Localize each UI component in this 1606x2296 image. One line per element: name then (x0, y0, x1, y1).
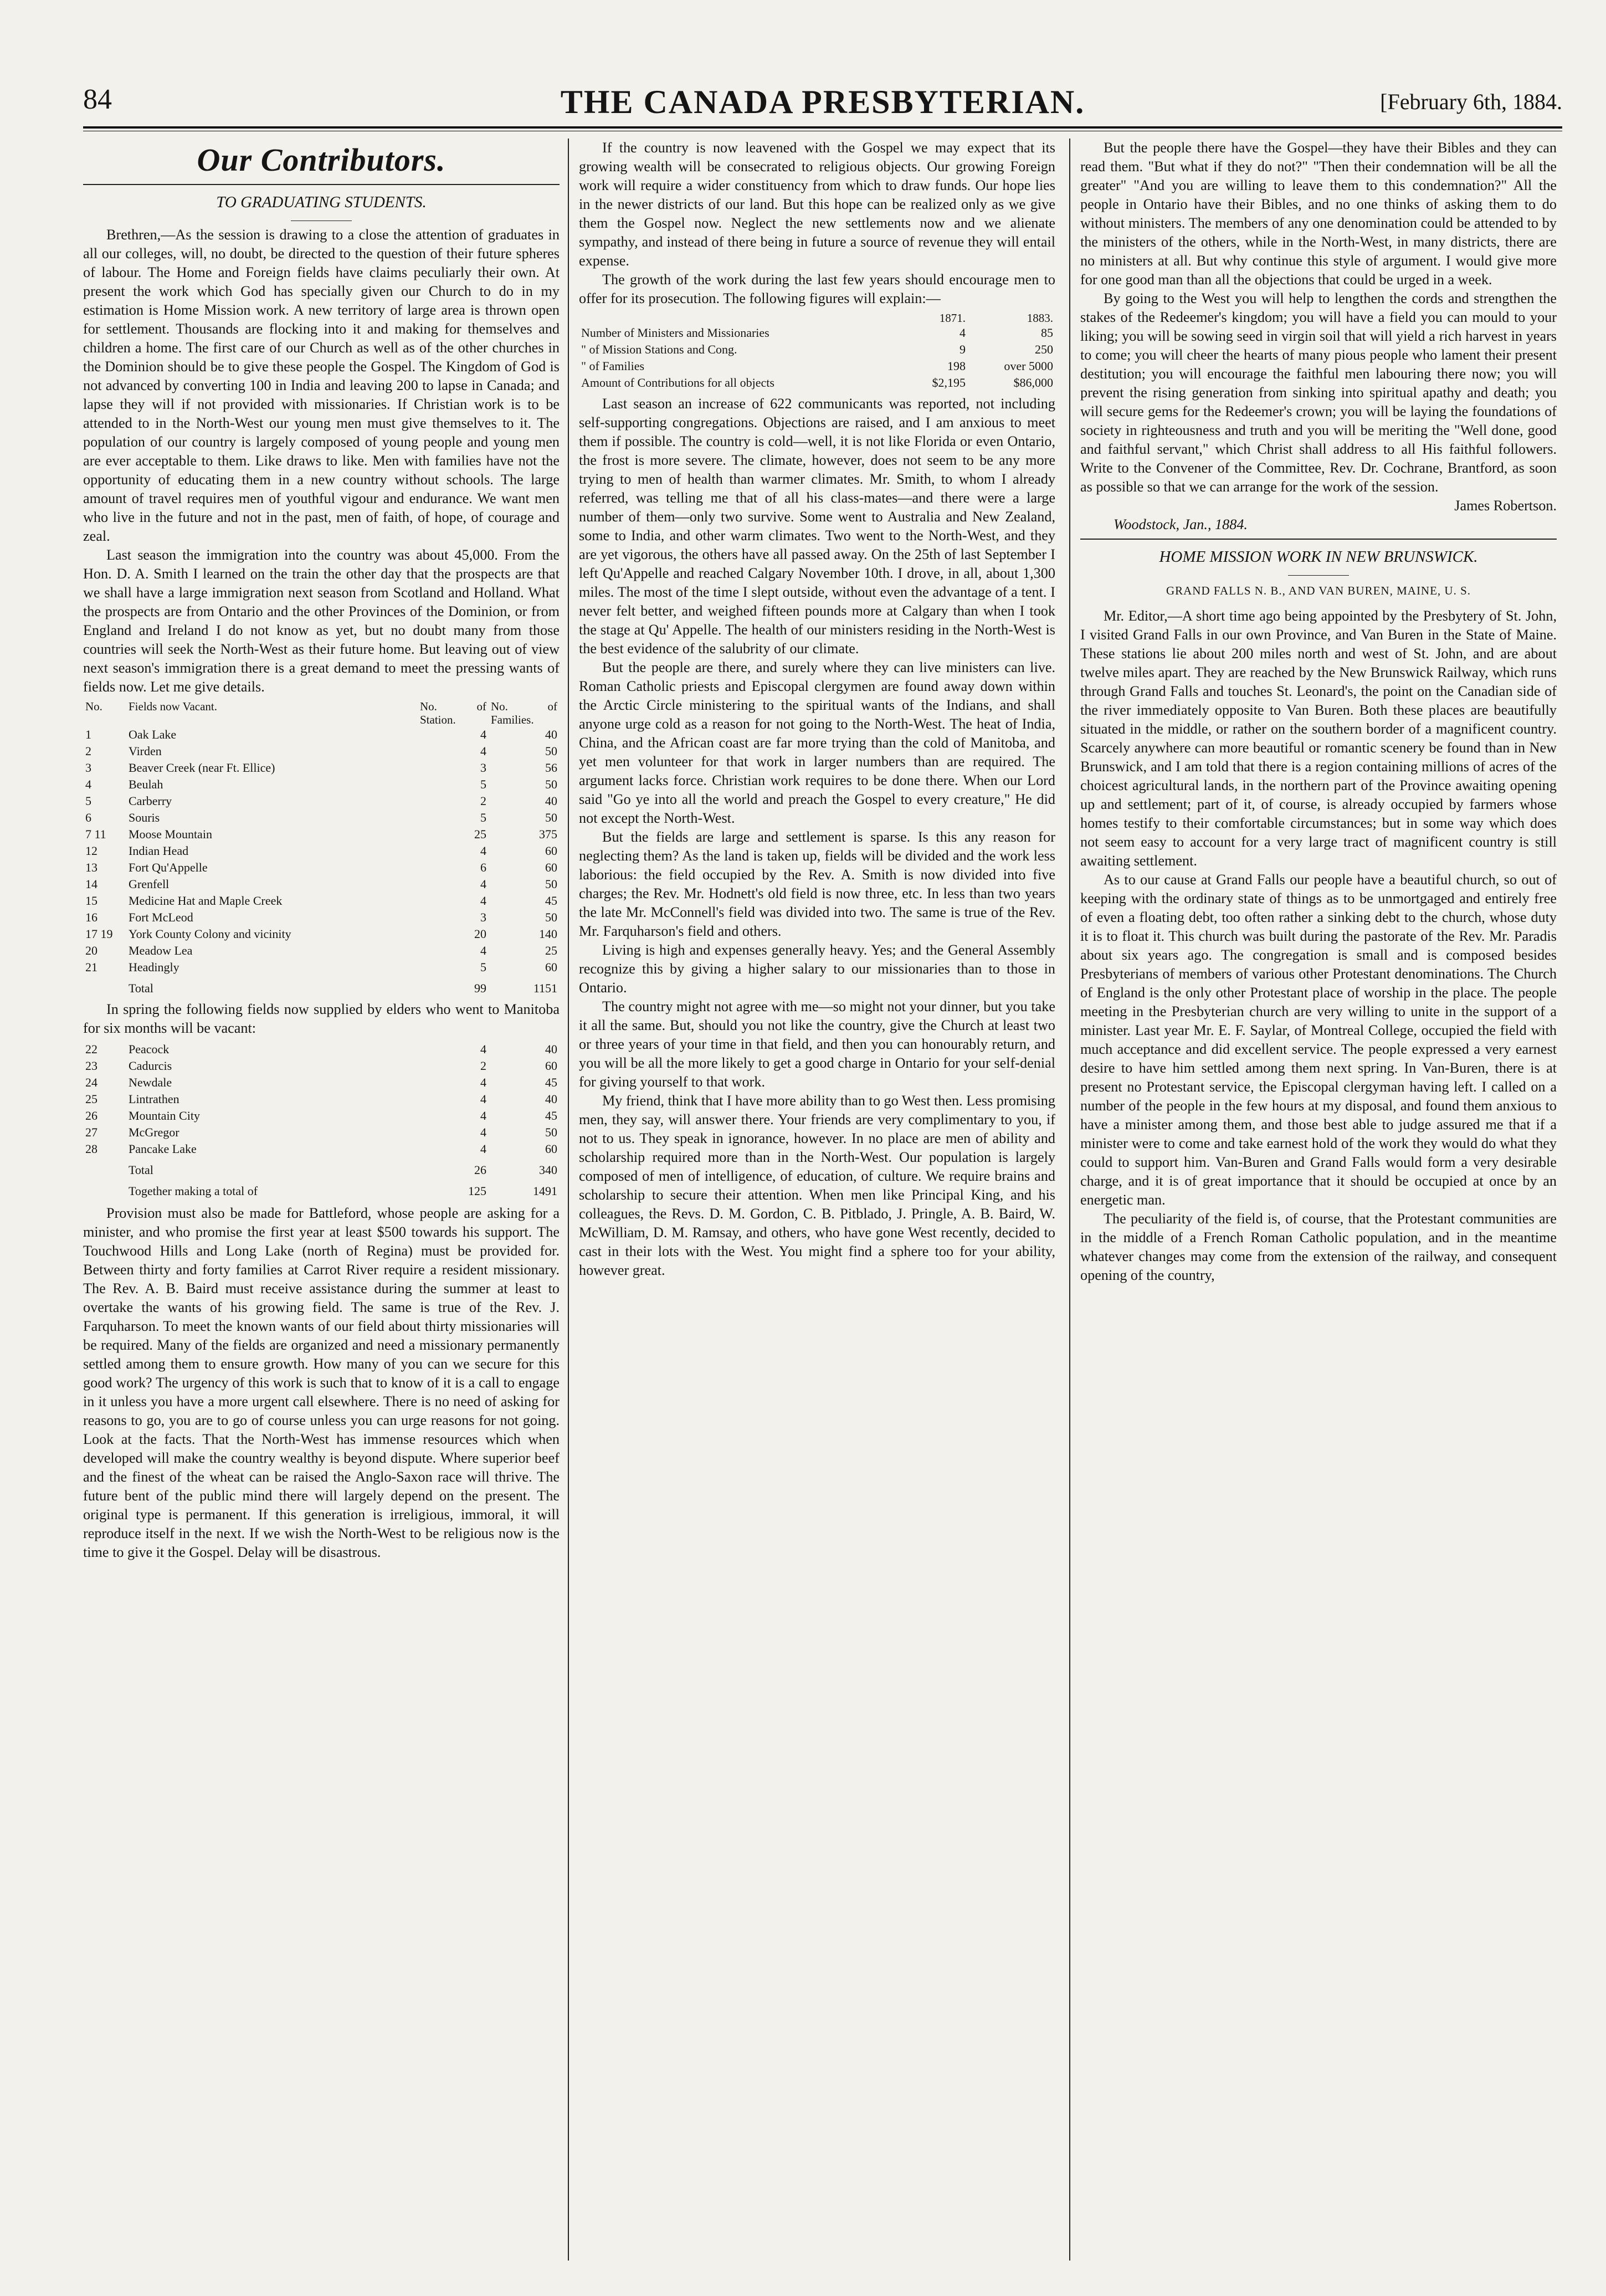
stats-1883: 85 (1041, 326, 1053, 340)
paragraph: Brethren,—As the session is drawing to a close the attention of graduates in all our colleges, will, no doubt, be directed to the question of their future spheres of labour. The Home and Foreign fields have claims peculiarly their own. At present the work which God has specially given our Church to do in my estimation is Home Mission work. A new territory of large area is thrown open for settlement. Thousands are flocking into it and making for themselves and children a home. The first care of our Church as well as of the other churches in the Dominion should be to give these people the Gospel. The Kingdom of God is not advanced by converting 100 in India and leaving 200 to lapse in Canada; and lapse they will if not provided with missionaries. If Christian work is to be attended to in the North-West our young men must give themselves to it. The population of our country is largely composed of young people and young men are ever acceptable to them. Like draws to like. Men with families have not the opportunity of educating them in a new country without schools. The large amount of travel requires men of youthful vigour and endurance. We want men who live in the future and not in the past, men of faith, of hope, of courage and zeal. (83, 227, 560, 544)
stats-label: " of Mission Stations and Cong. (581, 342, 737, 356)
place-date: Woodstock, Jan., 1884. (1114, 516, 1248, 532)
paragraph: The growth of the work during the last few years should encourage men to offer for its prosecution. The following figures will explain:— (579, 271, 1055, 306)
field-families: 50 (545, 777, 557, 791)
stats-label: " of Families (581, 359, 645, 373)
field-families: 50 (545, 877, 557, 891)
field-no: 22 (85, 1042, 98, 1056)
stats-1871: 4 (960, 326, 966, 340)
field-no: 14 (85, 877, 98, 891)
field-families: 40 (545, 727, 557, 741)
field-families: 60 (545, 844, 557, 858)
total-families: 340 (539, 1163, 557, 1177)
field-name: Virden (129, 744, 162, 758)
field-no: 2 (85, 744, 91, 758)
field-name: Peacock (129, 1042, 170, 1056)
column-2 (579, 139, 1055, 1280)
column-divider (568, 139, 569, 2261)
field-no: 13 (85, 860, 98, 874)
stats-year-1883: 1883. (1027, 311, 1053, 325)
paragraph: Last season an increase of 622 communicants was reported, not including self-supporting congregations. Objections are raised, and I am anxious to meet them if possible. The country is cold—well, it is not like Florida or even Ontario, the frost is more severe. The climate, however, does not seem to be any more trying to men of health than warmer climates. Mr. Smith, to whom I already referred, was telling me that of all his class-mates—and there were a large number of them—only two survive. Some went to Australia and New Zealand, some to India, and other warm climates. Two went to the North-West, and they are yet vigorous, the others have all passed away. On the 25th of last September I left Qu'Appelle and reached Calgary November 10th. I drove, in all, about 1,300 miles. The most of the time I slept outside, without even the advantage of a tent. I never felt better, and weighed fifteen pounds more at Calgary than when I took the stage at Qu' Appelle. The health of our ministers residing in the North-West is the best evidence of the salubrity of our climate. (579, 396, 1055, 657)
divider (1080, 539, 1557, 540)
field-name: Pancake Lake (129, 1142, 197, 1156)
field-no: 3 (85, 761, 91, 775)
paragraph: If the country is now leavened with the Gospel we may expect that its growing wealth will be consecrated to religious objects. Our growing Foreign work will require a wider constituency from which to draw funds. Our hope lies in the newer districts of our land. But this hope can be realized only as we give them the Gospel now. Neglect the new settlements now and we alienate sympathy, and instead of there being in future a source of revenue they will entail expense. (579, 140, 1055, 269)
field-no: 7 11 (85, 827, 106, 841)
field-row (83, 876, 560, 893)
stats-1871: $2,195 (932, 376, 966, 390)
paragraph: The peculiarity of the field is, of course, that the Protestant communities are in the middle of a French Roman Catholic population, and in the meantime whatever changes may come from the extension of the railway, and consequent opening of the country, (1080, 1211, 1557, 1283)
total-stations: 99 (474, 981, 486, 995)
field-families: 45 (545, 1109, 557, 1123)
elder-field-row (83, 1124, 560, 1141)
field-name: Beulah (129, 777, 163, 791)
field-families: 40 (545, 1042, 557, 1056)
field-families: 56 (545, 761, 557, 775)
total-label: Total (129, 981, 153, 995)
field-no: 23 (85, 1059, 98, 1073)
total-label: Total (129, 1163, 153, 1177)
field-stations: 25 (474, 827, 486, 841)
stats-row (579, 375, 1055, 391)
field-name: Medicine Hat and Maple Creek (129, 894, 283, 908)
col-stations: No. of Station. (420, 700, 486, 726)
field-families: 50 (545, 1125, 557, 1139)
stats-row (579, 358, 1055, 375)
field-no: 26 (85, 1109, 98, 1123)
elder-total-row (83, 1157, 560, 1178)
field-name: Headingly (129, 960, 179, 974)
field-stations: 6 (480, 860, 486, 874)
field-stations: 4 (480, 1125, 486, 1139)
grand-total-families: 1491 (533, 1184, 557, 1198)
field-families: 60 (545, 860, 557, 874)
elder-fields-table (83, 1041, 560, 1200)
field-stations: 5 (480, 960, 486, 974)
divider (83, 184, 560, 185)
field-families: 60 (545, 1059, 557, 1073)
col-no: No. (85, 700, 102, 713)
field-name: Cadurcis (129, 1059, 172, 1073)
field-no: 4 (85, 777, 91, 791)
paragraph: But the people are there, and surely where they can live ministers can live. Roman Catholic priests and Episcopal clergymen are found away down within the Arctic Circle ministering to the spiritual wants of the Indians, and shall anyone urge cold as a reason for not going to the North-West. The heat of India, China, and the African coast are far more trying than the cold of Manitoba, and yet men volunteer for that work in larger numbers than are required. The argument lacks force. Christian work requires to be done there. When our Lord said "Go ye into all the world and preach the Gospel to every creature," He did not except the North-West. (579, 659, 1055, 826)
stats-1883: 250 (1035, 342, 1053, 356)
elder-field-row (83, 1041, 560, 1058)
elder-field-row (83, 1091, 560, 1108)
field-no: 16 (85, 910, 98, 924)
field-no: 6 (85, 811, 91, 824)
field-no: 5 (85, 794, 91, 808)
field-row (83, 760, 560, 776)
stats-body (579, 325, 1055, 391)
column-divider (1069, 139, 1070, 2261)
stats-row (579, 341, 1055, 358)
paragraph: As to our cause at Grand Falls our people have a beautiful church, so out of keeping with the ordinary state of things as to be unmortgaged and entirely free of even a floating debt, too often rather a sinking debt to the church, whose duty it is to float it. This church was built during the pastorate of the Rev. Mr. Paradis about six years ago. The congregation is small and is composed besides Presbyterians of members of various other Protestant denominations. The Church of England is the only other Protestant place of worship in the place. The people meeting in the Presbyterian church are very willing to unite in the support of a minister. Last year Mr. E. F. Saylar, of Montreal College, occupied the field with much acceptance and did excellent service. The people expressed a very earnest desire to have him settled among them next spring. In Van-Buren, there is at present no Protestant service, the Episcopal clergyman having left. I called on a number of the people in the few hours at my disposal, and found them anxious to have a minister among them, and those best able to judge assured me that if a minister were to come and take earnest hold of the work they would do what they could to support him. Van-Buren and Grand Falls would form a very desirable charge, and it is of great importance that it should be occupied at once by an energetic man. (1080, 872, 1557, 1208)
field-row (83, 926, 560, 942)
growth-statistics-table (579, 311, 1055, 391)
publication-title: THE CANADA PRESBYTERIAN. (560, 84, 1085, 120)
field-no: 21 (85, 960, 98, 974)
field-families: 140 (539, 927, 557, 941)
field-row (83, 793, 560, 809)
col-field: Fields now Vacant. (129, 700, 218, 713)
stats-label: Number of Ministers and Missionaries (581, 326, 769, 340)
total-families: 1151 (533, 981, 557, 995)
column-3 (1080, 139, 1557, 1285)
field-stations: 3 (480, 910, 486, 924)
field-stations: 2 (480, 1059, 486, 1073)
field-name: Lintrathen (129, 1092, 179, 1106)
field-row (83, 893, 560, 909)
field-name: Moose Mountain (129, 827, 212, 841)
fields-table (83, 700, 560, 997)
article-subtitle: GRAND FALLS N. B., AND VAN BUREN, MAINE, U. S. (1166, 584, 1471, 597)
field-name: Carberry (129, 794, 172, 808)
field-no: 17 19 (85, 927, 113, 941)
elder-field-row (83, 1141, 560, 1157)
header-rule (83, 126, 1562, 129)
field-stations: 3 (480, 761, 486, 775)
paragraph: Provision must also be made for Battleford, whose people are asking for a minister, and who promise the first year at least $500 towards his support. The Touchwood Hills and Long Lake (north of Regina) must be provided for. Between thirty and forty families at Carrot River require a resident missionary. The Rev. A. B. Baird must receive assistance during the summer at least to overtake the wants of his growing field. The same is true of the Rev. J. Farquharson. To meet the known wants of our field about thirty missionaries will be required. Many of the fields are organized and need a missionary permanently settled among them to ensure growth. How many of you can we secure for this good work? The urgency of this work is such that to know of it is a call to engage in it unless you have a more urgent call elsewhere. There is no need of asking for reasons to go, you are to go of course unless you can urge reasons for not going. Look at the facts. That the North-West has immense resources which when developed will make the country wealthy is beyond dispute. Where superior beef and the finest of the wheat can be raised the Anglo-Saxon race will thrive. The future bent of the public mind there will largely depend on the present. The original type is permanent. If this generation is irreligious, immoral, it will reproduce itself in the next. If we wish the North-West to be religious now is the time to give it the Gospel. Delay will be disastrous. (83, 1205, 560, 1560)
field-no: 24 (85, 1075, 98, 1089)
paragraph: My friend, think that I have more ability than to go West then. Less promising men, they say, will answer there. Your friends are very complimentary to you, if not to us. They speak in ignorance, however. In no place are men of ability and scholarship required more than in the North-West. Our population is largely composed of men of intelligence, of education, of culture. We require brains and scholarship to secure their attention. When men like Principal King, and his colleagues, the Revs. D. M. Gordon, C. B. Pitblado, J. Pringle, A. B. Baird, W. McWilliam, D. M. Ramsay, and others, who have gone West recently, decided to cast in their lots with the West. You might find a sphere too for your ability, however great. (579, 1093, 1055, 1278)
stats-1883: $86,000 (1013, 376, 1053, 390)
field-no: 12 (85, 844, 98, 858)
total-stations: 26 (474, 1163, 486, 1177)
elder-fields-body (83, 1041, 560, 1157)
field-stations: 4 (480, 944, 486, 957)
paragraph: By going to the West you will help to lengthen the cords and strengthen the stakes of the Redeemer's kingdom; you will have a field you can mould to your liking; you will be sowing seed in virgin soil that will yield a rich harvest in years to come; you will cheer the hearts of many pious people who lament their present destitution; you will encourage the faithful men labouring there now; you will prevent the rising generation from sinking into spiritual apathy and death; you will secure gems for the Redeemer's crown; you will be laying the foundations of society in righteousness and truth and you will be meriting the "Well done, good and faithful servant," which Christ shall address to all His faithful followers. Write to the Convener of the Committee, Rev. Dr. Cochrane, Brantford, as soon as possible so that we can arrange for the work of the session. (1080, 290, 1557, 495)
grand-total-stations: 125 (468, 1184, 486, 1198)
field-name: Newdale (129, 1075, 172, 1089)
masthead (83, 83, 1562, 122)
field-name: Souris (129, 811, 160, 824)
field-row (83, 776, 560, 793)
stats-label: Amount of Contributions for all objects (581, 376, 774, 390)
paragraph: In spring the following fields now supplied by elders who went to Manitoba for six months will be vacant: (83, 1001, 560, 1036)
article-title: HOME MISSION WORK IN NEW BRUNSWICK. (1159, 548, 1478, 566)
grand-total-row (83, 1178, 560, 1200)
field-no: 25 (85, 1092, 98, 1106)
article-title: TO GRADUATING STUDENTS. (216, 193, 427, 211)
field-no: 1 (85, 727, 91, 741)
page-number: 84 (83, 84, 112, 115)
divider (1288, 575, 1349, 576)
paragraph: Mr. Editor,—A short time ago being appointed by the Presbytery of St. John, I visited Grand Falls in our own Province, and Van Buren in the State of Maine. These stations lie about 200 miles north and west of St. John, and are about twelve miles apart. They are reached by the New Brunswick Railway, which runs through Grand Falls and touches St. Leonard's, the point on the Canadian side of the river immediately opposite to Van Buren. Both these places are beautifully situated in the middle, or rather on the southern border of a magnificent country. Scarcely anywhere can more beautiful or romantic scenery be found than in New Brunswick, and I am told that there is a region containing millions of acres of the choicest agricultural lands, in the northern part of the Province awaiting opening up and settlement; part of it, of course, is already occupied by farmers whose homes testify to their comfortable circumstances; but in some way which does not seem easy to account for a very large tract of magnificent country is still awaiting settlement. (1080, 608, 1557, 869)
field-stations: 4 (480, 1092, 486, 1106)
field-name: McGregor (129, 1125, 179, 1139)
paragraph: But the people there have the Gospel—they have their Bibles and they can read them. "But what if they do not?" "Then their condemnation will be all the greater" "And you are willing to leave them to this condemnation?" All the people in Ontario have their Bibles, and no one thinks of asking them to do without ministers. The members of any one denomination could be attended to by the ministers of the others, while in the North-West, in many districts, there are no ministers at all. But why continue this style of argument. I would give more for one good man than all the objections that could be urged in a week. (1080, 140, 1557, 288)
field-stations: 4 (480, 844, 486, 858)
stats-1871: 198 (947, 359, 966, 373)
elder-field-row (83, 1074, 560, 1091)
field-stations: 4 (480, 894, 486, 908)
field-row (83, 942, 560, 959)
stats-year-1871: 1871. (939, 311, 966, 325)
field-row (83, 859, 560, 876)
field-families: 50 (545, 744, 557, 758)
field-row (83, 743, 560, 760)
field-no: 20 (85, 944, 98, 957)
field-name: Oak Lake (129, 727, 177, 741)
field-families: 50 (545, 910, 557, 924)
fields-body (83, 726, 560, 976)
elder-field-row (83, 1058, 560, 1074)
field-stations: 4 (480, 877, 486, 891)
paragraph: The country might not agree with me—so might not your dinner, but you take it all the same. But, should you not like the country, give the Church at least two or three years of your time in that field, and then you can honourably return, and you will be all the more likely to get a good charge in Ontario for your self-denial for giving yourself to that work. (579, 998, 1055, 1090)
field-stations: 20 (474, 927, 486, 941)
field-stations: 4 (480, 1042, 486, 1056)
field-families: 60 (545, 1142, 557, 1156)
paragraph: But the fields are large and settlement is sparse. Is this any reason for neglecting them? As the land is taken up, fields will be divided and the work less laborious: the field occupied by the Rev. A. Smith is now divided into five charges; the Rev. Mr. Hodnett's old field is now three, etc. In less than two years the late Mr. McConnell's field was divided into two. The same is true of the Rev. Mr. Farquharson's field and others. (579, 829, 1055, 939)
signature: James Robertson. (1454, 498, 1557, 514)
col-families: No. of Families. (491, 700, 557, 726)
field-families: 60 (545, 960, 557, 974)
column-1 (83, 139, 560, 1562)
field-families: 50 (545, 811, 557, 824)
field-families: 40 (545, 1092, 557, 1106)
field-stations: 4 (480, 1075, 486, 1089)
stats-1871: 9 (960, 342, 966, 356)
field-row (83, 959, 560, 976)
field-name: Fort McLeod (129, 910, 193, 924)
field-no: 15 (85, 894, 98, 908)
paragraph: Living is high and expenses generally heavy. Yes; and the General Assembly recognize this by giving a higher salary to our missionaries than to those in Ontario. (579, 942, 1055, 996)
field-no: 28 (85, 1142, 98, 1156)
stats-1883: over 5000 (1004, 359, 1053, 373)
field-row (83, 809, 560, 826)
field-row (83, 826, 560, 843)
elder-field-row (83, 1108, 560, 1124)
field-name: Beaver Creek (near Ft. Ellice) (129, 761, 275, 775)
field-stations: 4 (480, 1142, 486, 1156)
field-name: Grenfell (129, 877, 170, 891)
field-name: Meadow Lea (129, 944, 193, 957)
field-name: Indian Head (129, 844, 189, 858)
department-heading: Our Contributors. (197, 142, 446, 178)
field-name: Fort Qu'Appelle (129, 860, 208, 874)
field-families: 25 (545, 944, 557, 957)
fields-total-row (83, 976, 560, 997)
field-no: 27 (85, 1125, 98, 1139)
field-families: 45 (545, 894, 557, 908)
field-stations: 4 (480, 1109, 486, 1123)
field-stations: 2 (480, 794, 486, 808)
field-stations: 5 (480, 777, 486, 791)
paragraph: Last season the immigration into the country was about 45,000. From the Hon. D. A. Smith I learned on the train the other day that the prospects are that we shall have a large immigration next season from Scotland and Holland. What the prospects are from Ontario and the other Provinces of the Dominion, or from England and Ireland I do not know as yet, but no doubt many from those countries will seek the North-West as their future home. But leaving out of view next season's immigration there is a great demand to meet the pressing wants of fields now. Let me give details. (83, 547, 560, 695)
field-stations: 4 (480, 727, 486, 741)
issue-date: [February 6th, 1884. (1380, 89, 1562, 114)
field-name: York County Colony and vicinity (129, 927, 291, 941)
field-row (83, 726, 560, 743)
field-row (83, 843, 560, 859)
field-name: Mountain City (129, 1109, 200, 1123)
field-families: 375 (539, 827, 557, 841)
field-row (83, 909, 560, 926)
field-stations: 5 (480, 811, 486, 824)
field-families: 45 (545, 1075, 557, 1089)
field-families: 40 (545, 794, 557, 808)
grand-total-label: Together making a total of (129, 1184, 258, 1198)
field-stations: 4 (480, 744, 486, 758)
stats-row (579, 325, 1055, 341)
